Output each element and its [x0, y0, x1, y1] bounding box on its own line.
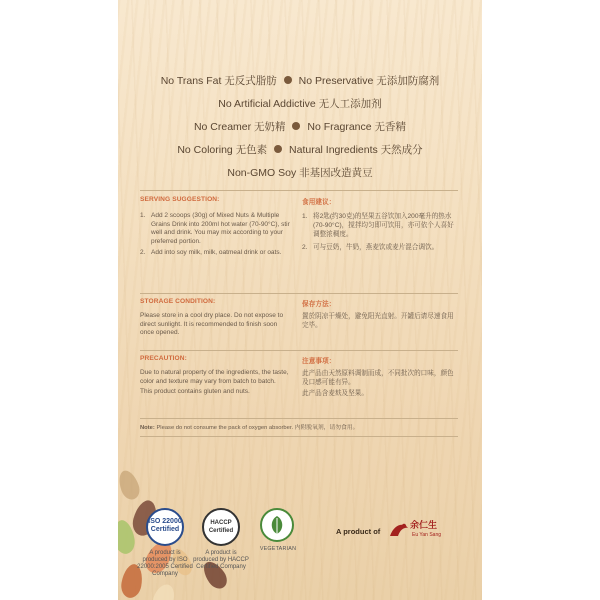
precaution-heading-zh: 注意事项：: [302, 358, 336, 365]
iso-logo-text: ISO 22000 Certified: [148, 518, 182, 533]
precaution-en-2: This product contains gluten and nuts.: [140, 388, 250, 396]
iso-caption: A product is produced by ISO 22000:2005 Certified Company: [137, 550, 193, 577]
brand-prefix: A product of: [336, 527, 381, 536]
haccp-caption: A product is produced by HACCP Certified Company: [193, 550, 249, 570]
claim-no-preservative: No Preservative 无添加防腐剂: [298, 75, 440, 87]
claims-block: [118, 70, 482, 185]
bullet-dot: [284, 76, 292, 84]
leaf-icon: [262, 510, 292, 540]
claim-line-3: [118, 116, 482, 139]
iso-22000-logo: [146, 508, 184, 546]
claim-no-coloring: No Coloring 无色素: [177, 144, 268, 156]
haccp-logo-text: HACCP Certified: [208, 520, 234, 534]
serving-step-1-en: 1. Add 2 scoops (30g) of Mixed Nuts & Multiple Grains Drink into 200ml hot water (70-90°C), stir well and drink. You may mix according to your preferred portion.: [140, 212, 290, 245]
vegetarian-logo: [260, 508, 294, 542]
claim-line-5: [118, 162, 482, 185]
eu-yan-sang-logo: [388, 516, 448, 546]
serving-step-1-zh: 1. 将2匙(约30克)的坚果五谷饮加入200毫升的热水(70-90°C)，搅拌均匀即可饮用，亦可依个人喜好调整浓稠度。: [302, 213, 454, 239]
serving-text-en: [140, 212, 292, 261]
serving-step-2-zh: 2. 可与豆奶，牛奶，燕麦饮或麦片混合调饮。: [302, 243, 439, 251]
precaution-en-1: Due to natural property of the ingredients, the taste, color and texture may vary from batch to batch.: [140, 369, 289, 385]
note-line: [140, 424, 460, 433]
serving-heading-zh: 食用建议：: [302, 199, 336, 206]
claim-no-artificial: No Artificial Addictive 无人工添加剂: [218, 98, 382, 110]
serving-step-2-en: 2. Add into soy milk, milk, oatmeal drink or oats.: [140, 249, 282, 257]
storage-text-en: Please store in a cool dry place. Do not expose to direct sunlight. It is recommended to finish soon once opened.: [140, 312, 284, 337]
haccp-logo: [202, 508, 240, 546]
claim-line-4: [118, 139, 482, 162]
claim-line-1: [118, 70, 482, 93]
product-label-panel: [118, 0, 482, 600]
precaution-zh-1: 此产品由天然原料调制而成，不同批次的口味，颜色及口感可能有异。: [302, 370, 454, 387]
storage-heading-en: STORAGE CONDITION:: [140, 298, 216, 305]
section-divider: [140, 350, 458, 351]
note-text: Please do not consume the pack of oxygen absorber. 内附脱氧剂，请勿食用。: [156, 425, 359, 431]
eu-yan-sang-emblem-icon: [388, 518, 410, 542]
bullet-dot: [292, 122, 300, 130]
serving-text-zh: [302, 212, 456, 255]
section-divider: [140, 418, 458, 419]
grain-decoration: [150, 581, 178, 600]
note-label: Note:: [140, 425, 155, 431]
brand-name-zh: 余仁生: [410, 521, 438, 531]
vegetarian-caption: VEGETARIAN: [259, 546, 297, 552]
bullet-dot: [274, 145, 282, 153]
claim-line-2: [118, 93, 482, 116]
storage-heading-zh: 保存方法：: [302, 301, 336, 308]
grain-decoration: [118, 468, 143, 502]
section-divider: [140, 190, 458, 191]
precaution-heading-en: PRECAUTION:: [140, 355, 187, 362]
section-divider: [140, 436, 458, 437]
claim-no-trans-fat: No Trans Fat 无反式脂肪: [160, 75, 277, 87]
claim-no-fragrance: No Fragrance 无香精: [307, 121, 407, 133]
precaution-zh-2: 此产品含麦麸及坚果。: [302, 390, 368, 398]
storage-text-zh: 置於阴凉干燥处，避免阳光直射。开罐后请尽速食用完毕。: [302, 313, 454, 330]
precaution-text-en: [140, 369, 292, 397]
serving-heading-en: SERVING SUGGESTION:: [140, 196, 220, 203]
precaution-text-zh: [302, 369, 456, 399]
brand-name-en: Eu Yan Sang: [412, 532, 442, 538]
claim-natural-ingredients: Natural Ingredients 天然成分: [289, 144, 423, 156]
claim-non-gmo: Non-GMO Soy 非基因改造黄豆: [227, 167, 373, 179]
section-divider: [140, 293, 458, 294]
claim-no-creamer: No Creamer 无奶精: [193, 121, 286, 133]
